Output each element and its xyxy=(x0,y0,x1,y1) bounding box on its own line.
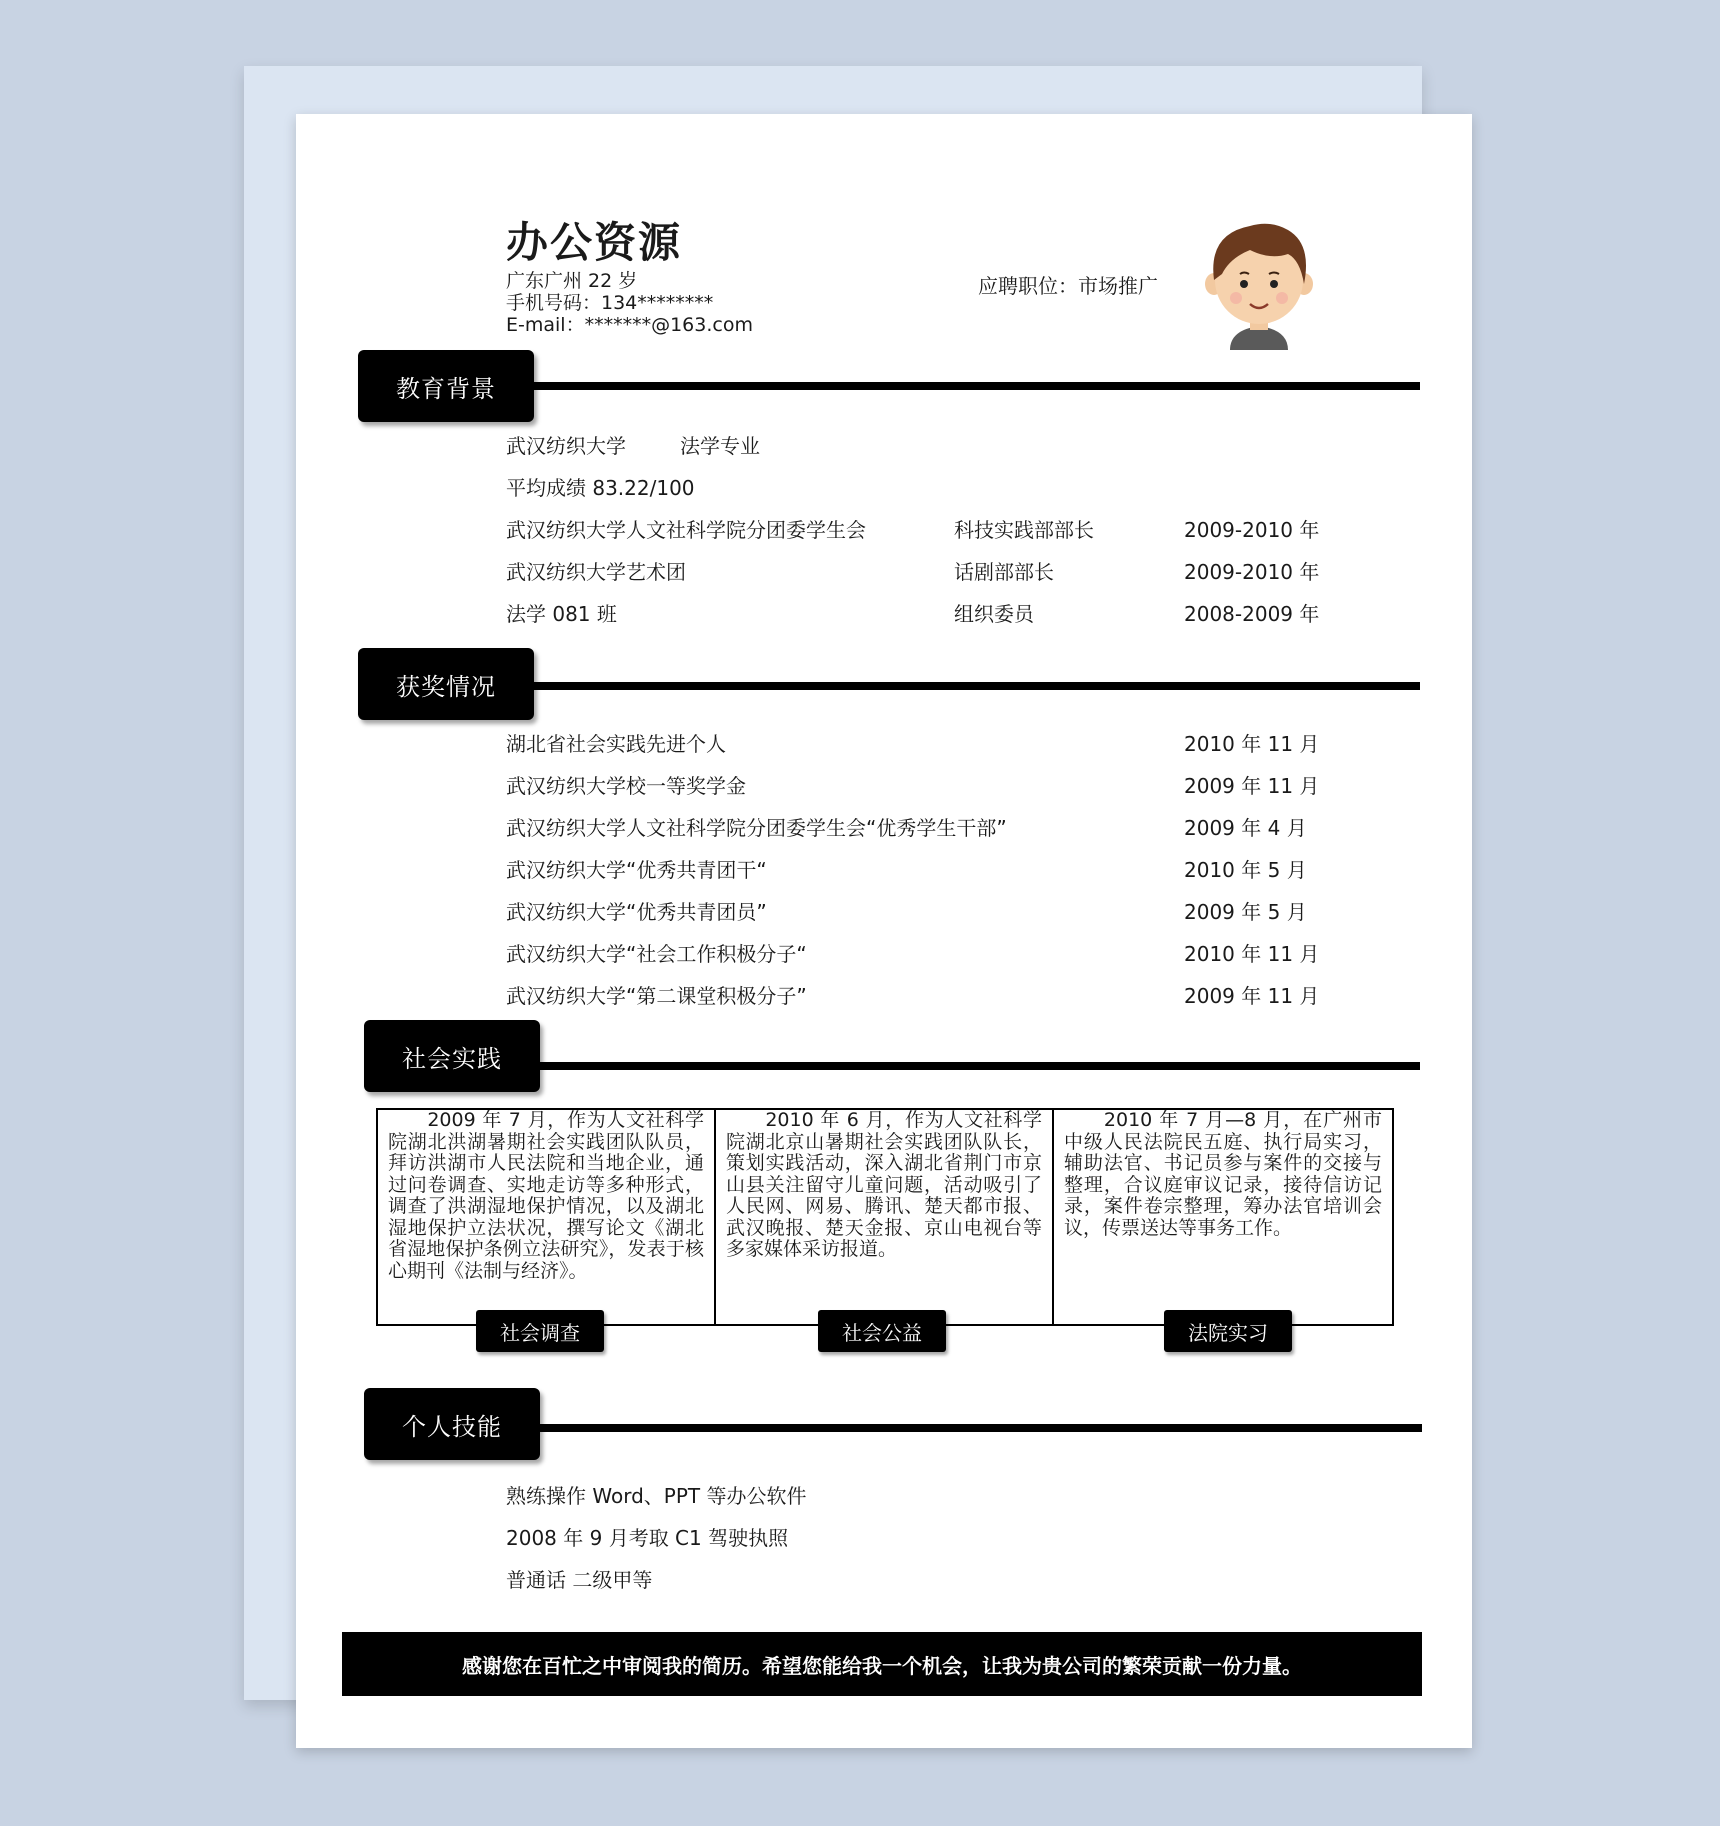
award-row xyxy=(506,940,1320,968)
candidate-name: 办公资源 xyxy=(506,218,683,267)
section-awards: 获奖情况 xyxy=(358,648,534,720)
skill-item: 普通话 二级甲等 xyxy=(506,1568,653,1592)
skill-item: 2008 年 9 月考取 C1 驾驶执照 xyxy=(506,1526,789,1550)
award-name: 武汉纺织大学“社会工作积极分子“ xyxy=(506,942,807,966)
award-name: 武汉纺织大学“第二课堂积极分子” xyxy=(506,984,807,1008)
education-gpa-row xyxy=(506,474,1306,502)
role-title: 科技实践部部长 xyxy=(954,518,1094,542)
role-org: 法学 081 班 xyxy=(506,602,617,626)
major: 法学专业 xyxy=(680,434,760,458)
award-date: 2009 年 4 月 xyxy=(1184,816,1307,840)
award-name: 湖北省社会实践先进个人 xyxy=(506,732,726,756)
award-name: 武汉纺织大学人文社科学院分团委学生会“优秀学生干部” xyxy=(506,816,1007,840)
section-skills: 个人技能 xyxy=(364,1388,540,1460)
role-title: 话剧部部长 xyxy=(954,560,1054,584)
award-date: 2010 年 5 月 xyxy=(1184,858,1307,882)
award-row xyxy=(506,730,1320,758)
award-date: 2009 年 11 月 xyxy=(1184,984,1320,1008)
award-row xyxy=(506,772,1320,800)
practice-card-charity xyxy=(714,1108,1054,1326)
practice-text: 2009 年 7 月，作为人文社科学院湖北洪湖暑期社会实践团队队员，拜访洪湖市人民法院和当地企业，通过问卷调查、实地走访等多种形式，调查了洪湖湿地保护情况，以及湖北湿地保护立法状况，撰写论文《湖北省湿地保护条例立法研究》，发表于核心期刊《法制与经济》。 xyxy=(388,1109,704,1282)
award-date: 2010 年 11 月 xyxy=(1184,732,1320,756)
award-row xyxy=(506,814,1306,842)
education-school-row xyxy=(506,432,1306,460)
avatar-boy-icon xyxy=(1200,214,1318,350)
skills-rule xyxy=(540,1424,1422,1432)
practice-card-court xyxy=(1052,1108,1394,1326)
role-title: 组织委员 xyxy=(954,602,1034,626)
practice-tag-charity: 社会公益 xyxy=(818,1310,946,1352)
award-date: 2009 年 5 月 xyxy=(1184,900,1307,924)
practice-tag-survey: 社会调查 xyxy=(476,1310,604,1352)
award-date: 2010 年 11 月 xyxy=(1184,942,1320,966)
school: 武汉纺织大学 xyxy=(506,434,626,458)
role-row xyxy=(506,600,1320,628)
closing-banner: 感谢您在百忙之中审阅我的简历。希望您能给我一个机会，让我为贵公司的繁荣贡献一份力量。 xyxy=(342,1632,1422,1696)
role-org: 武汉纺织大学艺术团 xyxy=(506,560,686,584)
practice-text: 2010 年 7 月—8 月，在广州市中级人民法院民五庭、执行局实习，辅助法官、书记员参与案件的交接与整理，合议庭审议记录，接待信访记录，案件卷宗整理，筹办法官培训会议，传票送达等事务工作。 xyxy=(1064,1109,1382,1239)
award-name: 武汉纺织大学校一等奖学金 xyxy=(506,774,746,798)
award-row xyxy=(506,856,1306,884)
email: E-mail：*******@163.com xyxy=(506,314,753,336)
practice-tag-court: 法院实习 xyxy=(1164,1310,1292,1352)
education-rule xyxy=(508,382,1420,390)
award-row xyxy=(506,898,1306,926)
role-period: 2009-2010 年 xyxy=(1184,518,1320,542)
phone: 手机号码：134******** xyxy=(506,292,714,314)
practice-text: 2010 年 6 月，作为人文社科学院湖北京山暑期社会实践团队队长，策划实践活动，深入湖北省荆门市京山县关注留守儿童问题，活动吸引了人民网、网易、腾讯、楚天都市报、武汉晚报、楚天金报、京山电视台等多家媒体采访报道。 xyxy=(726,1109,1042,1260)
role-row xyxy=(506,516,1320,544)
practice-rule xyxy=(514,1062,1420,1070)
location-age: 广东广州 22 岁 xyxy=(506,270,638,292)
award-name: 武汉纺织大学“优秀共青团干“ xyxy=(506,858,767,882)
role-org: 武汉纺织大学人文社科学院分团委学生会 xyxy=(506,518,866,542)
awards-rule xyxy=(508,682,1420,690)
role-period: 2009-2010 年 xyxy=(1184,560,1320,584)
award-row xyxy=(506,982,1320,1010)
resume-page xyxy=(296,114,1472,1748)
award-date: 2009 年 11 月 xyxy=(1184,774,1320,798)
skill-item: 熟练操作 Word、PPT 等办公软件 xyxy=(506,1484,807,1508)
gpa: 平均成绩 83.22/100 xyxy=(506,476,695,500)
section-education: 教育背景 xyxy=(358,350,534,422)
section-practice: 社会实践 xyxy=(364,1020,540,1092)
practice-card-survey xyxy=(376,1108,716,1326)
role-row xyxy=(506,558,1320,586)
applied-position: 应聘职位：市场推广 xyxy=(978,274,1158,298)
award-name: 武汉纺织大学“优秀共青团员” xyxy=(506,900,767,924)
role-period: 2008-2009 年 xyxy=(1184,602,1320,626)
